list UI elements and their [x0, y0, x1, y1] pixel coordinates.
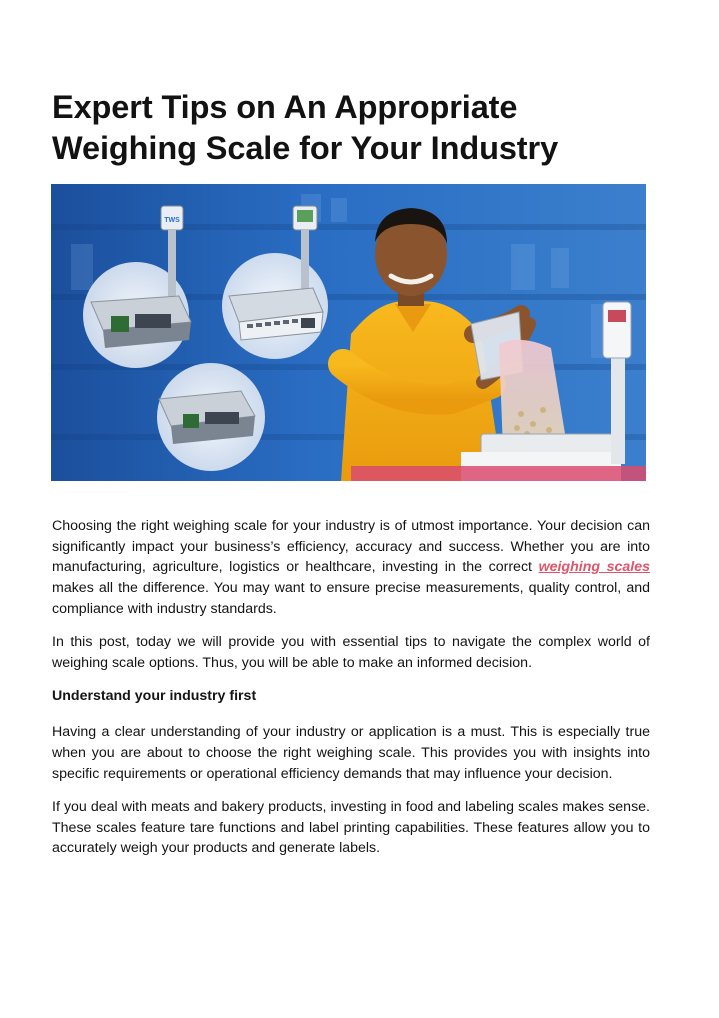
paragraph-intro-text-1: Choosing the right weighing scale for your industry is of utmost importance. Your decision can significantly impact your business’s efficiency, accuracy and success. Whether you are into manufacturing, agriculture, logistics or healthcare, investing in the correct	[52, 518, 650, 576]
title-line-2: Weighing Scale for Your Industry	[52, 130, 559, 166]
hero-illustration	[51, 184, 646, 481]
weighing-scales-link[interactable]: weighing scales	[538, 559, 651, 576]
article-title	[52, 87, 652, 169]
hero-image	[51, 184, 646, 481]
scale-logo: TWS	[164, 217, 180, 224]
article-body	[52, 516, 650, 871]
paragraph-intro	[52, 516, 650, 620]
paragraph-intro-text-2: makes all the difference. You may want to ensure precise measurements, quality control, and compliance with industry standards.	[52, 580, 650, 617]
section-heading-understand-industry: Understand your industry first	[52, 687, 257, 704]
title-line-1: Expert Tips on An Appropriate	[52, 89, 518, 125]
paragraph-4: If you deal with meats and bakery products, investing in food and labeling scales makes sense. These scales feature tare functions and label printing capabilities. These features allow you to accurately weigh your products and generate labels.	[52, 798, 650, 857]
paragraph-3: Having a clear understanding of your industry or application is a must. This is especially true when you are about to choose the right weighing scale. This provides you with insights into specific requirements or operational efficiency demands that may influence your decision.	[52, 724, 650, 782]
paragraph-2: In this post, today we will provide you with essential tips to navigate the complex world of weighing scale options. Thus, you will be able to make an informed decision.	[52, 633, 650, 671]
scale-illustration-3	[157, 363, 265, 471]
